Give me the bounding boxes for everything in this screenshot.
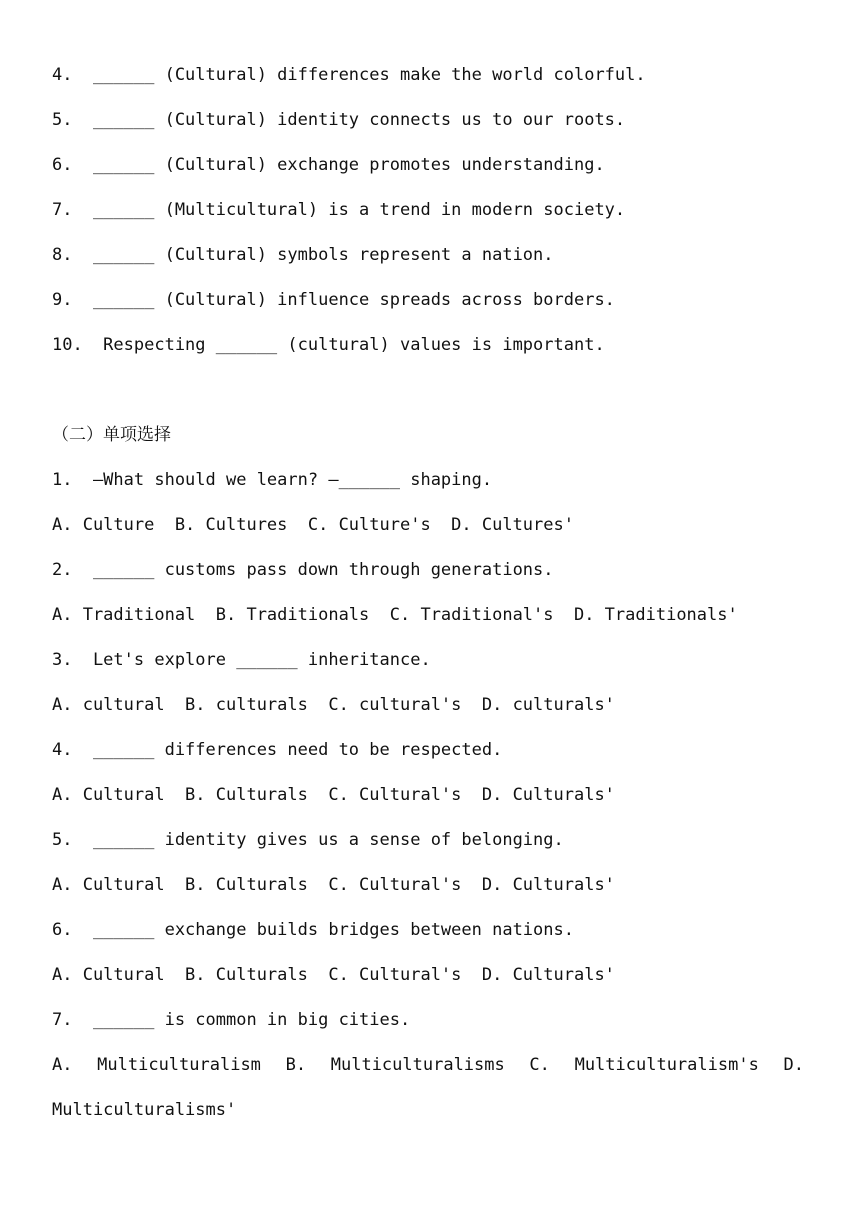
fill-blank-item-9: 9. ______ (Cultural) influence spreads across borders. (52, 290, 615, 310)
mc-question-1: 1. —What should we learn? —______ shaping. (52, 470, 493, 490)
mc-option-7-c-text: Multiculturalism's (574, 1055, 759, 1075)
mc-options-7 (52, 1053, 804, 1077)
mc-options-5: A. Cultural B. Culturals C. Cultural's D. Culturals' (52, 875, 615, 895)
fill-blank-item-8: 8. ______ (Cultural) symbols represent a nation. (52, 245, 554, 265)
mc-options-4: A. Cultural B. Culturals C. Cultural's D. Culturals' (52, 785, 615, 805)
mc-options-2: A. Traditional B. Traditionals C. Traditional's D. Traditionals' (52, 605, 738, 625)
mc-question-4: 4. ______ differences need to be respected. (52, 740, 503, 760)
mc-options-1: A. Culture B. Cultures C. Culture's D. Cultures' (52, 515, 574, 535)
mc-option-7-d-letter: D. (783, 1055, 804, 1075)
fill-blank-item-7: 7. ______ (Multicultural) is a trend in modern society. (52, 200, 626, 220)
mc-option-7-a-letter: A. (52, 1055, 73, 1075)
mc-option-7-b-letter: B. (285, 1055, 307, 1075)
mc-option-7-c-letter: C. (529, 1055, 550, 1075)
fill-blank-item-5: 5. ______ (Cultural) identity connects us to our roots. (52, 110, 626, 130)
fill-blank-item-4: 4. ______ (Cultural) differences make the world colorful. (52, 65, 646, 85)
mc-option-7-b-text: Multiculturalisms (330, 1055, 505, 1075)
mc-question-3: 3. Let's explore ______ inheritance. (52, 650, 431, 670)
mc-question-7: 7. ______ is common in big cities. (52, 1010, 411, 1030)
mc-options-3: A. cultural B. culturals C. cultural's D. culturals' (52, 695, 615, 715)
mc-question-2: 2. ______ customs pass down through generations. (52, 560, 554, 580)
mc-question-5: 5. ______ identity gives us a sense of belonging. (52, 830, 564, 850)
fill-blank-item-6: 6. ______ (Cultural) exchange promotes understanding. (52, 155, 605, 175)
mc-options-6: A. Cultural B. Culturals C. Cultural's D. Culturals' (52, 965, 615, 985)
fill-blank-item-10: 10. Respecting ______ (cultural) values is important. (52, 335, 605, 355)
mc-option-7-d-text: Multiculturalisms' (52, 1100, 237, 1120)
mc-option-7-a-text: Multiculturalism (97, 1055, 261, 1075)
mc-question-6: 6. ______ exchange builds bridges between nations. (52, 920, 574, 940)
section-title: （二）单项选择 (52, 425, 171, 445)
